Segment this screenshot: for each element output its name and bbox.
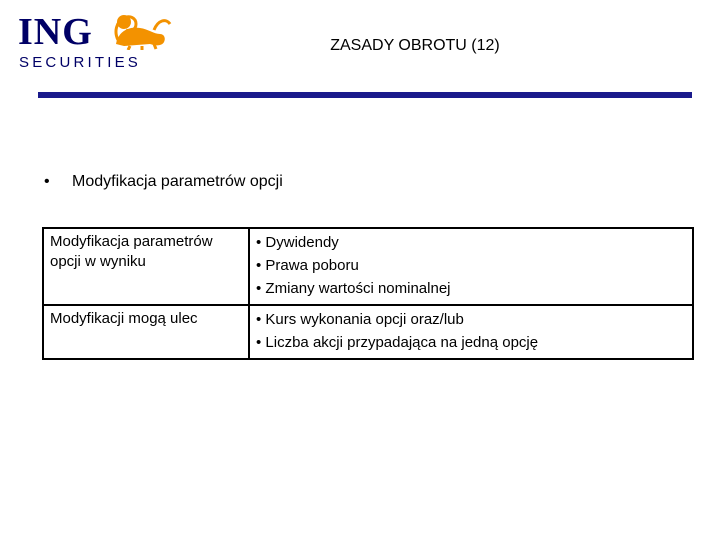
- title-divider: [38, 92, 692, 98]
- bullet-text: Modyfikacja parametrów opcji: [72, 173, 283, 190]
- list-item: • Dywidendy: [256, 234, 339, 251]
- list-item: • Kurs wykonania opcji oraz/lub: [256, 311, 464, 328]
- list-item: • Liczba akcji przypadająca na jedną opcję: [256, 334, 539, 351]
- row-label: Modyfikacji mogą ulec: [43, 305, 249, 359]
- table-row: [43, 305, 693, 359]
- slide-title: ZASADY OBROTU (12): [330, 37, 500, 54]
- lion-icon: [110, 10, 172, 50]
- parameters-table: [42, 227, 694, 360]
- row-label: Modyfikacja parametrów opcji w wyniku: [43, 228, 249, 305]
- table-row: [43, 228, 693, 305]
- logo-wordmark: ING: [18, 11, 93, 53]
- list-item: • Prawa poboru: [256, 257, 359, 274]
- logo-subtitle: SECURITIES: [19, 54, 142, 71]
- bullet-icon: •: [44, 173, 50, 190]
- row-items: [249, 305, 693, 359]
- ing-securities-logo: [18, 10, 178, 74]
- list-item: • Zmiany wartości nominalnej: [256, 280, 451, 297]
- row-items: [249, 228, 693, 305]
